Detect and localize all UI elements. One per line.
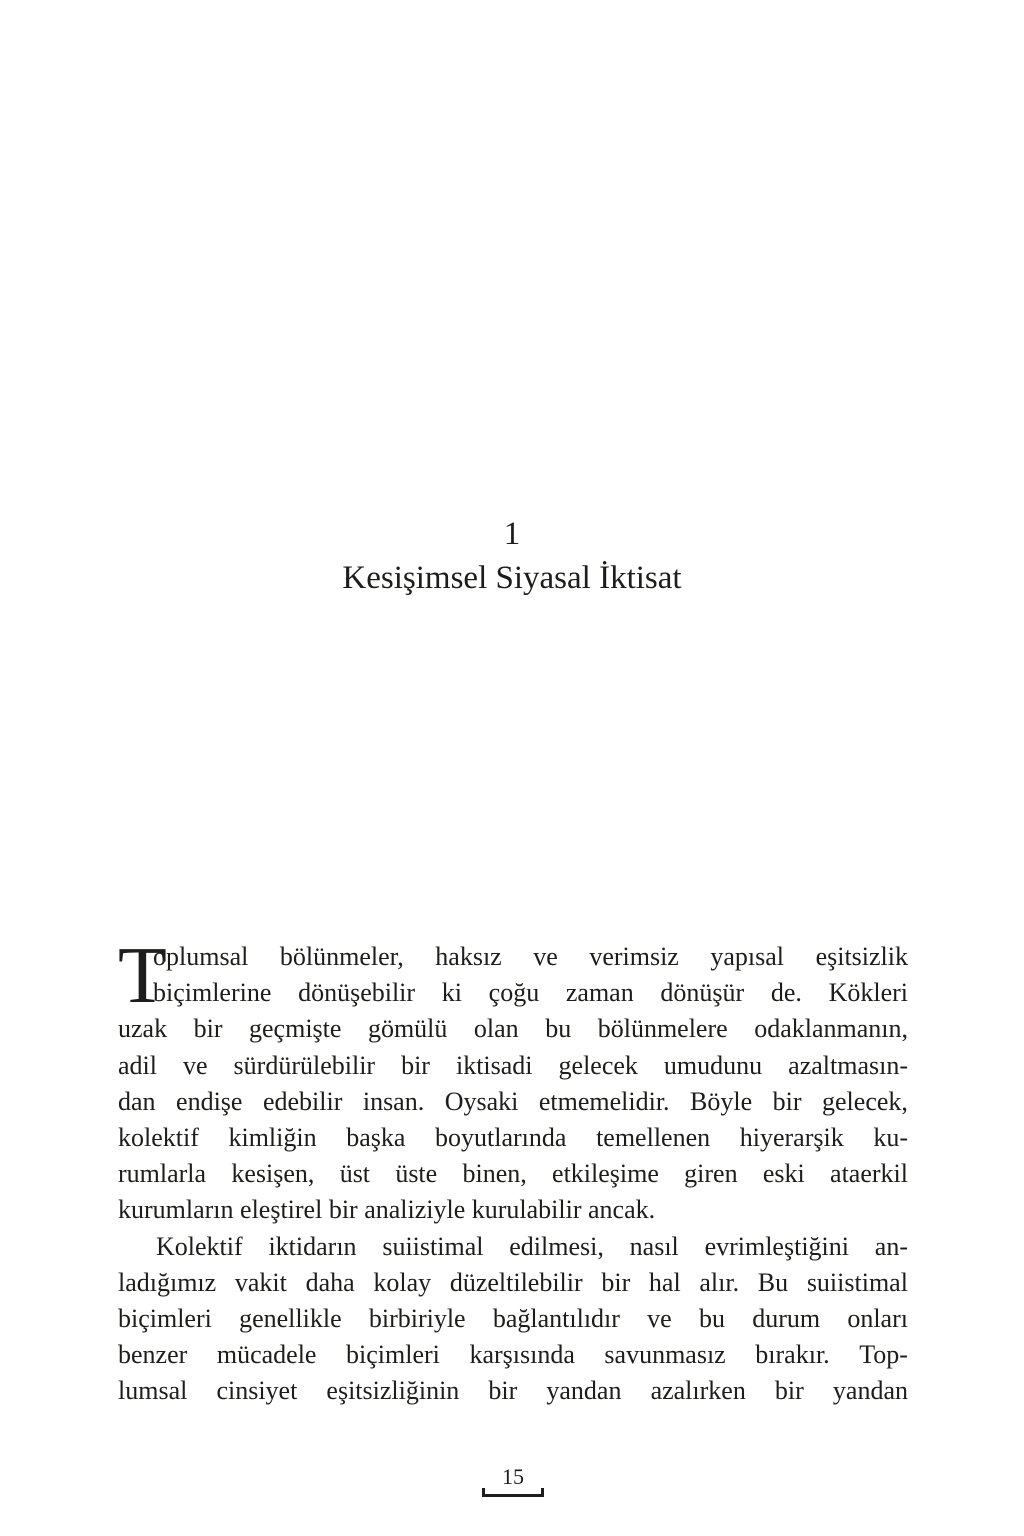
chapter-title: Kesişimsel Siyasal İktisat (342, 560, 682, 596)
body-line: dan endişe edebilir insan. Oysaki etmemelidir. Böyle bir gelecek, (118, 1086, 908, 1116)
chapter-number: 1 (503, 516, 521, 552)
body-line: uzak bir geçmişte gömülü olan bu bölünmelere odaklanmanın, (118, 1014, 908, 1044)
body-line: biçimleri genellikle birbiriyle bağlantılıdır ve bu durum onları (118, 1303, 908, 1333)
body-line: Kolektif iktidarın suiistimal edilmesi, nasıl evrimleştiğini an- (156, 1231, 908, 1261)
page-number (482, 1463, 544, 1499)
page-number-tick-right (541, 1488, 544, 1497)
page-number-rule (482, 1494, 544, 1497)
body-text (118, 932, 908, 1409)
body-lines (118, 932, 908, 1409)
body-line: kurumların eleştirel bir analiziyle kurulabilir ancak. (118, 1195, 656, 1225)
body-line: rumlarla kesişen, üst üste binen, etkileşime giren eski ataerkil (118, 1159, 908, 1189)
body-line: benzer mücadele biçimleri karşısında savunmasız bırakır. Top- (118, 1340, 908, 1370)
body-line: biçimlerine dönüşebilir ki çoğu zaman dönüşür de. Kökleri (153, 978, 908, 1008)
body-line: ladığımız vakit daha kolay düzeltilebilir bir hal alır. Bu suiistimal (118, 1267, 908, 1297)
body-line: lumsal cinsiyet eşitsizliğinin bir yandan azalırken bir yandan (118, 1376, 908, 1406)
page-number-tick-left (482, 1488, 485, 1497)
drop-cap: T (118, 932, 167, 1020)
page-number-text: 15 (502, 1464, 524, 1489)
body-line: oplumsal bölünmeler, haksız ve verimsiz yapısal eşitsizlik (153, 942, 908, 971)
chapter-heading (0, 512, 1024, 600)
body-line: adil ve sürdürülebilir bir iktisadi gelecek umudunu azaltmasın- (118, 1050, 908, 1080)
body-line: kolektif kimliğin başka boyutlarında temellenen hiyerarşik ku- (118, 1122, 908, 1152)
